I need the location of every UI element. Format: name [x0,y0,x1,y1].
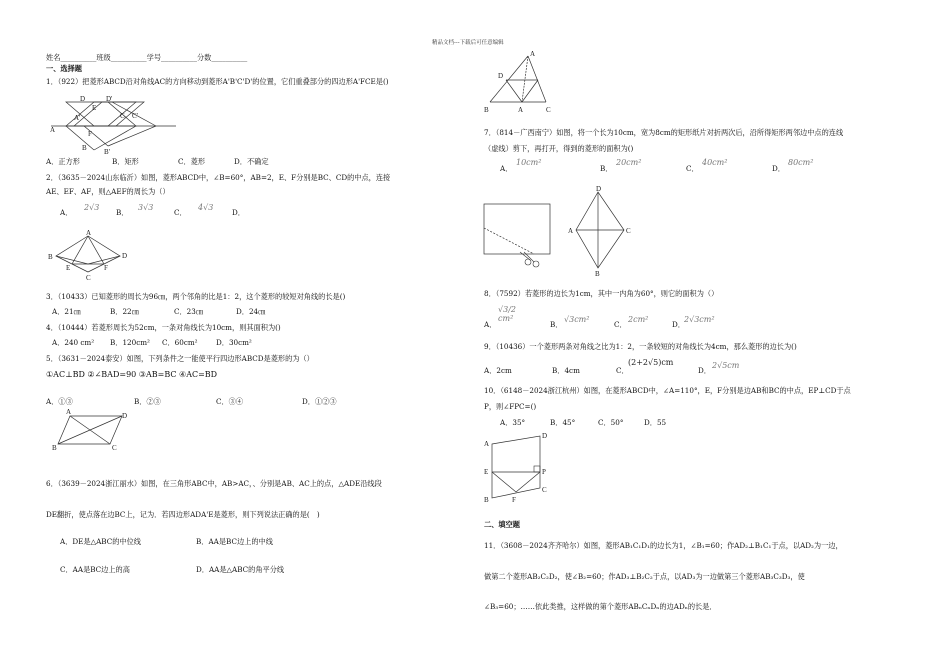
q9-option-d-math: 2√5cm [712,361,740,370]
q7-option-d: D． [772,164,785,173]
q9-option-c-math: (2+2√5)cm [628,358,674,367]
q7-rhombus-figure [566,186,636,276]
q4-option-c: C．60cm² [162,338,198,347]
q2-option-a-math: 2√3 [84,203,100,212]
q8-option-d: D． [672,320,685,329]
q2-label-C: C [86,274,91,282]
question-7-text-line2: （虚线）剪下，再打开，得到的菱形的面积为() [484,144,634,153]
q8-option-b: B． [550,320,563,329]
q4-option-b: B．120cm² [110,338,150,347]
q3-option-a: A．21㎝ [52,307,81,316]
q6-option-c: C．AA是BC边上的高 [60,565,130,574]
q4-option-a: A．240 cm² [52,338,95,347]
q1-label-C-prime: C' [132,112,138,120]
q3-option-d: D．24㎝ [236,307,266,316]
q1-option-a: A．正方形 [46,157,80,166]
q8-option-a-math: √3/2 cm² [498,305,516,323]
q7-option-b-math: 20cm² [616,158,642,167]
q10-option-d: D．55 [644,418,667,427]
page-header: 精品文档---下载后可任意编辑 [432,40,504,46]
question-10-text-line2: P，则∠FPC=() [484,402,537,411]
q7-label-B: B [595,270,600,278]
q10-label-D: D [542,432,548,440]
top-label-B: B [484,106,489,114]
q10-option-b: B．45° [550,418,576,427]
question-6-text-line1: 6．（3639－2024浙江丽水）如图，在三角形ABC中，AB>AC，、分别是AB、AC上的点，△ADE沿线段 [46,479,382,488]
q5-option-c: C．③④ [216,397,244,406]
q7-option-c-math: 40cm² [702,158,728,167]
q9-option-c: C． [616,366,629,375]
q1-label-E: E [92,104,97,112]
q1-label-A: A [50,126,56,134]
q8-option-a: A． [484,320,497,329]
q5-option-d: D．①②③ [302,397,337,406]
q1-label-C: C [120,112,125,120]
q5-label-A: A [66,408,72,416]
question-11-text-line3: ∠B₃=60；……依此类推，这样做的第个菱形ABₙCₙDₙ的边ADₙ的长是． [484,602,717,611]
q6-option-a: A．DE是△ABC的中位线 [60,537,141,546]
q10-option-a: A．35° [500,418,526,427]
question-9-text: 9．（10436）一个菱形两条对角线之比为1：2，一条较短的对角线长为4cm，那么菱形的边长为() [484,342,797,351]
q2-label-D: D [122,252,128,260]
q6-option-b: B．AA是BC边上的中线 [196,537,273,546]
q1-figure [46,90,176,156]
question-4-text: 4．（10444）若菱形周长为52cm，一条对角线长为10cm，则其面积为() [46,323,281,332]
q2-option-d: D． [232,208,245,217]
q8-option-c-math: 2cm² [628,315,649,324]
q10-label-F: F [512,496,516,504]
question-2-text-line2: AE、EF、AF，则△AEF的周长为（） [46,187,170,196]
q5-conditions: ①AC⊥BD ②∠BAD=90 ③AB=BC ④AC=BD [46,370,218,379]
q7-option-a-math: 10cm² [516,158,542,167]
q10-label-A: A [484,440,490,448]
top-label-A: A [530,50,536,58]
q10-option-c: C．50° [598,418,624,427]
q9-option-a: A．2cm [484,366,512,375]
top-label-A2: A [518,106,524,114]
question-2-text-line1: 2．（3635－2024山东临沂）如图，菱形ABCD中，∠B=60°，AB=2，E、F分别是BC、CD的中点，连接 [46,173,391,182]
q7-option-a: A． [500,164,513,173]
q10-label-E: E [484,468,489,476]
q2-option-b-math: 3√3 [138,203,154,212]
q3-option-b: B．22㎝ [110,307,139,316]
q1-option-b: B．矩形 [112,157,139,166]
q1-option-d: D．不确定 [234,157,269,166]
top-figure [484,52,564,116]
q1-label-B: B [82,144,87,152]
question-11-text-line2: 做第二个菱形AB₂C₂D₂，使∠B₂=60；作AD₃⊥B₂C₂于点，以AD₃为一边做第三个菱形AB₃C₃D₃，使 [484,572,805,581]
section-title-choice: 一、选择题 [46,64,82,73]
q5-option-a: A．①③ [46,397,73,406]
q1-label-F: F [88,130,92,138]
q5-label-B: B [52,444,57,452]
q2-option-a: A． [60,208,73,217]
q1-label-D-prime: D' [106,95,113,103]
q8-option-b-math: √3cm² [564,315,590,324]
q7-label-A: A [568,227,574,235]
q2-label-F: F [104,264,108,272]
q10-label-B: B [484,496,489,504]
q7-option-b: B． [600,164,613,173]
question-11-text-line1: 11．（3608－2024齐齐哈尔）如图，菱形AB₁C₁D₁的边长为1，∠B₁=60；作AD₂⊥B₁C₁于点，以AD₂为一边， [484,541,843,550]
question-1-text: 1．（922）把菱形ABCD沿对角线AC的方向移动到菱形A'B'C'D'的位置，它们重叠部分的四边形A'FCE是() [46,77,389,86]
q10-label-P: P [542,468,546,476]
question-7-text-line1: 7．（814－广西南宁）如图，将一个长为10cm，宽为8cm的矩形纸片对折两次后，沿所得矩形两邻边中点的连线 [484,128,844,137]
top-label-C: C [546,106,551,114]
q2-label-A: A [86,229,92,237]
q10-label-C: C [542,486,547,494]
q8-option-c: C． [614,320,627,329]
q7-label-C: C [626,227,631,235]
question-6-text-line2: DE翻折，使点落在边BC上，记为．若四边形ADA'E是菱形，则下列说法正确的是( ) [46,510,320,519]
q1-label-D: D [80,95,86,103]
q2-label-B: B [48,253,53,261]
q1-option-c: C．菱形 [178,157,206,166]
q10-figure [482,430,554,506]
q7-label-D: D [596,185,602,193]
q2-label-E: E [66,264,71,272]
q9-option-b: B．4cm [552,366,580,375]
q2-option-c-math: 4√3 [198,203,214,212]
q8-option-d-math: 2√3cm² [684,315,715,324]
question-3-text: 3．（10433）已知菱形的周长为96㎝，两个邻角的比是1：2，这个菱形的较短对角线的长是() [46,292,346,301]
student-info-line: 姓名__________班级__________学号__________分数__________ [46,53,248,62]
q7-option-d-math: 80cm² [788,158,814,167]
q5-figure [50,410,140,454]
question-5-text: 5．（3631－2024泰安）如图，下列条件之一能使平行四边形ABCD是菱形的为（） [46,354,314,363]
q1-label-A-prime: A' [74,114,81,122]
top-label-D: D [498,72,504,80]
q9-option-d: D． [698,366,711,375]
q4-option-d: D．30cm² [216,338,252,347]
q7-rectangle-figure [484,200,554,275]
q3-option-c: C．23㎝ [174,307,204,316]
q5-option-b: B．②③ [134,397,161,406]
q7-option-c: C． [686,164,699,173]
q1-label-B-prime: B' [104,148,110,156]
section-title-fill: 二、填空题 [484,520,520,529]
q6-option-d: D．AA是△ABC的角平分线 [196,565,285,574]
q5-label-D: D [122,412,128,420]
q5-label-C: C [112,444,117,452]
q2-option-b: B． [116,208,129,217]
question-10-text-line1: 10．（6148－2024浙江杭州）如图，在菱形ABCD中，∠A=110°，E，F分别是边AB和BC的中点，EP⊥CD于点 [484,386,851,395]
q2-figure [46,229,136,282]
question-8-text: 8．（7592）若菱形的边长为1cm，其中一内角为60°，则它的面积为（） [484,289,719,298]
q2-option-c: C． [174,208,187,217]
